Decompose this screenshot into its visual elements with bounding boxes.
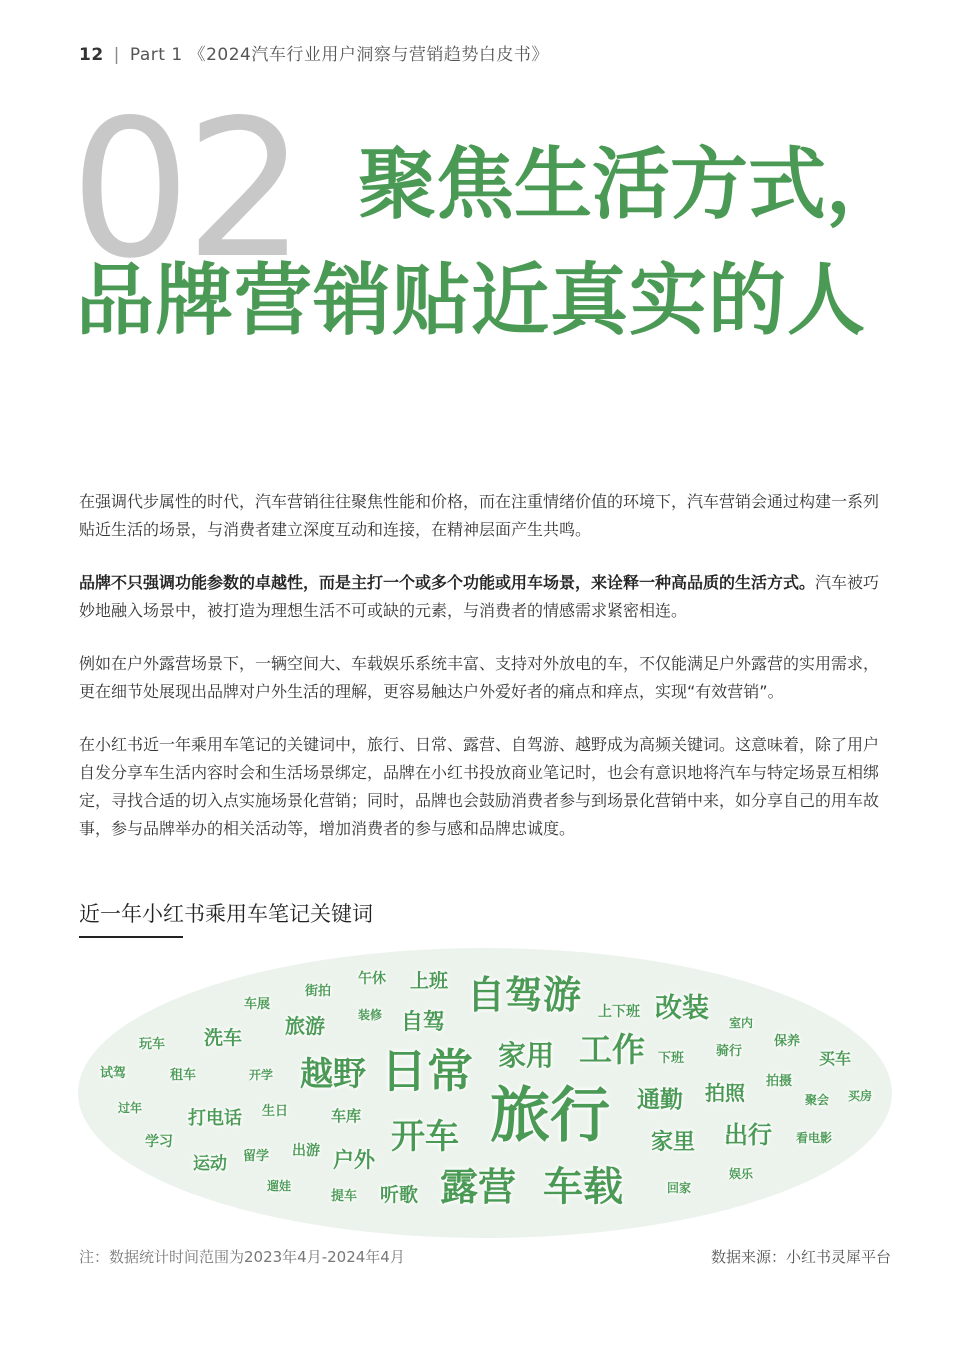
- keyword: 家用: [498, 1039, 555, 1072]
- keyword: 下班: [658, 1051, 685, 1066]
- keyword: 车载: [543, 1164, 623, 1210]
- keyword: 改装: [655, 993, 709, 1024]
- keyword: 工作: [579, 1030, 645, 1069]
- keyword: 洗车: [204, 1027, 243, 1049]
- chapter-title-line1: 聚焦生活方式，: [358, 140, 905, 230]
- keyword: 玩车: [139, 1037, 166, 1052]
- paragraph-1: 在强调代步属性的时代，汽车营销往往聚焦性能和价格，而在注重情绪价值的环境下，汽车营销会通过构建一系列贴近生活的场景，与消费者建立深度互动和连接，在精神层面产生共鸣。: [79, 492, 880, 539]
- title-underline: [79, 936, 183, 938]
- keyword: 买房: [848, 1089, 873, 1103]
- keyword: 露营: [440, 1165, 517, 1209]
- keyword: 开学: [249, 1068, 274, 1082]
- keyword: 午休: [358, 971, 386, 987]
- data-source: 数据来源：小红书灵犀平台: [710, 1248, 891, 1266]
- keyword: 通勤: [637, 1087, 683, 1113]
- keyword: 买车: [819, 1049, 852, 1068]
- keyword: 开车: [391, 1117, 459, 1157]
- keyword: 回家: [667, 1181, 692, 1195]
- keyword: 装修: [358, 1008, 383, 1022]
- footnote: 注：数据统计时间范围为2023年4月-2024年4月: [79, 1248, 405, 1266]
- keyword: 打电话: [188, 1108, 242, 1129]
- keyword: 旅行: [490, 1081, 610, 1151]
- keyword: 越野: [300, 1054, 366, 1093]
- keyword: 上班: [410, 970, 449, 992]
- keyword: 车库: [331, 1107, 362, 1125]
- paragraph-2: [79, 569, 894, 625]
- keyword: 上下班: [598, 1004, 640, 1020]
- keyword: 骑行: [716, 1044, 743, 1059]
- keyword: 街拍: [305, 984, 332, 999]
- book-title: 《2024汽车行业用户洞察与营销趋势白皮书》: [188, 45, 549, 65]
- keyword: 娱乐: [729, 1167, 754, 1181]
- keyword: 运动: [193, 1154, 227, 1174]
- keyword: 过年: [118, 1101, 143, 1115]
- keyword: 家里: [651, 1130, 696, 1155]
- keyword: 自驾: [401, 1010, 446, 1035]
- chapter-title-line2: 品牌营销贴近真实的人: [76, 256, 867, 346]
- page-number: 12: [79, 45, 104, 65]
- keyword: 遛娃: [267, 1179, 292, 1193]
- keyword: 室内: [729, 1016, 754, 1030]
- keyword: 户外: [333, 1148, 375, 1172]
- keyword: 听歌: [380, 1184, 419, 1206]
- keyword: 出行: [724, 1121, 772, 1149]
- keyword: 拍照: [705, 1081, 745, 1105]
- paragraph-2-rest: 汽车被巧妙地融入场景中，被打造为理想生活不可或缺的元素，与消费者的情感需求紧密相连。: [79, 573, 880, 620]
- paragraph-3: 例如在户外露营场景下，一辆空间大、车载娱乐系统丰富、支持对外放电的车，不仅能满足户外露营的实用需求，更在细节处展现出品牌对户外生活的理解，更容易触达户外爱好者的痛点和痒点，实现“有效营销”。: [79, 654, 880, 701]
- keyword: 生日: [262, 1104, 289, 1119]
- chapter-number: 02: [70, 79, 300, 300]
- keyword: 自驾游: [467, 973, 582, 1017]
- header-separator: |: [113, 45, 120, 65]
- keyword: 租车: [170, 1068, 197, 1083]
- keyword: 学习: [145, 1134, 173, 1150]
- word-cloud-title: 近一年小红书乘用车笔记关键词: [79, 902, 373, 926]
- keyword: 日常: [381, 1044, 473, 1098]
- keyword: 旅游: [285, 1014, 325, 1038]
- part-label: Part 1: [129, 45, 183, 65]
- keyword: 提车: [331, 1189, 358, 1204]
- keyword: 拍摄: [766, 1074, 793, 1089]
- keyword: 车展: [244, 997, 271, 1012]
- keyword: 看电影: [796, 1131, 833, 1145]
- keyword: 试驾: [100, 1066, 127, 1081]
- page-header: [79, 40, 549, 65]
- paragraph-2-bold: 品牌不只强调功能参数的卓越性，而是主打一个或多个功能或用车场景，来诠释一种高品质的生活方式。: [79, 573, 816, 592]
- keyword: 聚会: [805, 1093, 830, 1107]
- keyword: 出游: [292, 1143, 320, 1159]
- keyword: 保养: [774, 1034, 801, 1049]
- paragraph-4: 在小红书近一年乘用车笔记的关键词中，旅行、日常、露营、自驾游、越野成为高频关键词。这意味着，除了用户自发分享车生活内容时会和生活场景绑定，品牌在小红书投放商业笔记时，也会有意识地将汽车与特定场景互相绑定，寻找合适的切入点实施场景化营销；同时，品牌也会鼓励消费者参与到场景化营销中来，如分享自己的用车故事，参与品牌举办的相关活动等，增加消费者的参与感和品牌忠诚度。: [79, 735, 880, 838]
- keyword: 留学: [243, 1149, 270, 1164]
